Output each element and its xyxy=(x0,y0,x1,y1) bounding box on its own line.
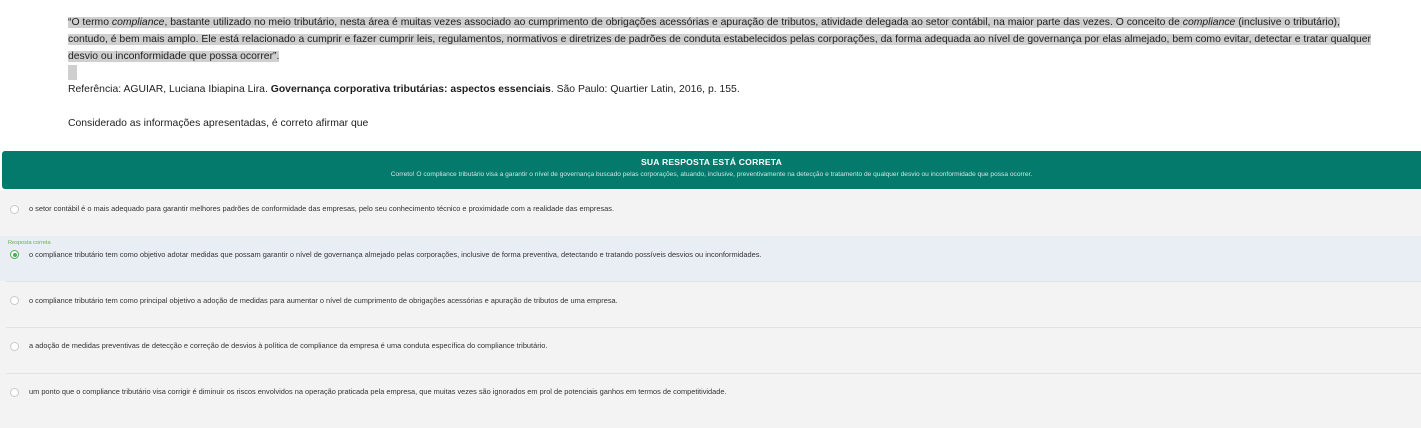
quote-middle-text: , bastante utilizado no meio tributário, nesta área é muitas vezes associado ao cumprimento de obrigações acessórias e apuração de tributos, atividade delegada ao setor contábil, na maior parte das vezes. O conceito de xyxy=(164,17,1183,28)
selection-highlight-tail xyxy=(68,65,77,80)
question-prompt: Considerado as informações apresentadas, é correto afirmar que xyxy=(68,118,369,129)
answer-option-text: o setor contábil é o mais adequado para garantir melhores padrões de conformidade das empresas, pelo seu conhecimento técnico e proximidade com a realidade das empresas. xyxy=(29,204,615,213)
radio-button[interactable] xyxy=(10,296,19,305)
answer-option-text: o compliance tributário tem como principal objetivo a adoção de medidas para aumentar o nível de cumprimento de obrigações acessórias e apuração de tributos de uma empresa. xyxy=(29,296,618,305)
radio-button-checked[interactable] xyxy=(10,250,19,259)
quote-open-text: “O termo xyxy=(68,17,112,28)
feedback-banner xyxy=(2,151,1421,189)
radio-button[interactable] xyxy=(10,205,19,214)
answer-option[interactable] xyxy=(0,374,1421,419)
question-quote-block xyxy=(68,14,1382,80)
reference-rest: . São Paulo: Quartier Latin, 2016, p. 155. xyxy=(550,84,740,95)
answer-option[interactable] xyxy=(0,328,1421,373)
radio-button[interactable] xyxy=(10,388,19,397)
answer-option-correct[interactable] xyxy=(0,236,1421,281)
question-quote xyxy=(68,14,1382,65)
quote-rest-text: (inclusive o tributário), contudo, é bem mais amplo. Ele está relacionado a cumprir e fazer cumprir leis, regulamentos, normativos e diretrizes de padrões de conduta estabelecidos pelas corporações, da forma adequada ao nível de governança por elas almejado, bem como evitar, detectar e tratar qualquer desvio ou inconformidade que possa ocorrer”. xyxy=(68,17,1372,62)
correct-answer-badge: Resposta correta xyxy=(8,240,51,246)
quote-emphasis-2: compliance xyxy=(1182,17,1236,28)
feedback-title: SUA RESPOSTA ESTÁ CORRETA xyxy=(640,157,783,167)
reference-title: Governança corporativa tributárias: aspectos essenciais xyxy=(270,84,551,95)
feedback-message: Correto! O compliance tributário visa a garantir o nível de governança buscado pelas corporações, atuando, inclusive, preventivamente na detecção e tratamento de qualquer desvio ou inconformidade que possa ocorrer. xyxy=(390,171,1033,178)
answer-option[interactable] xyxy=(0,282,1421,327)
answer-option-text: o compliance tributário tem como objetivo adotar medidas que possam garantir o nível de governança almejado pelas corporações, inclusive de forma preventiva, detectando e tratando possíveis desvios ou inconformidades. xyxy=(29,250,762,259)
quote-emphasis-1: compliance xyxy=(111,17,165,28)
answer-option[interactable] xyxy=(0,190,1421,235)
answer-option-text: a adoção de medidas preventivas de detecção e correção de desvios à política de compliance da empresa é uma conduta específica do compliance tributário. xyxy=(29,341,548,350)
radio-button[interactable] xyxy=(10,342,19,351)
answer-option-text: um ponto que o compliance tributário visa corrigir é diminuir os riscos envolvidos na operação praticada pela empresa, que muitas vezes são ignorados em prol de potenciais ganhos em termos de competitividade. xyxy=(29,387,727,396)
answer-options xyxy=(0,190,1421,428)
reference-line xyxy=(68,84,740,95)
reference-label: Referência: AGUIAR, Luciana Ibiapina Lira. xyxy=(68,84,271,95)
